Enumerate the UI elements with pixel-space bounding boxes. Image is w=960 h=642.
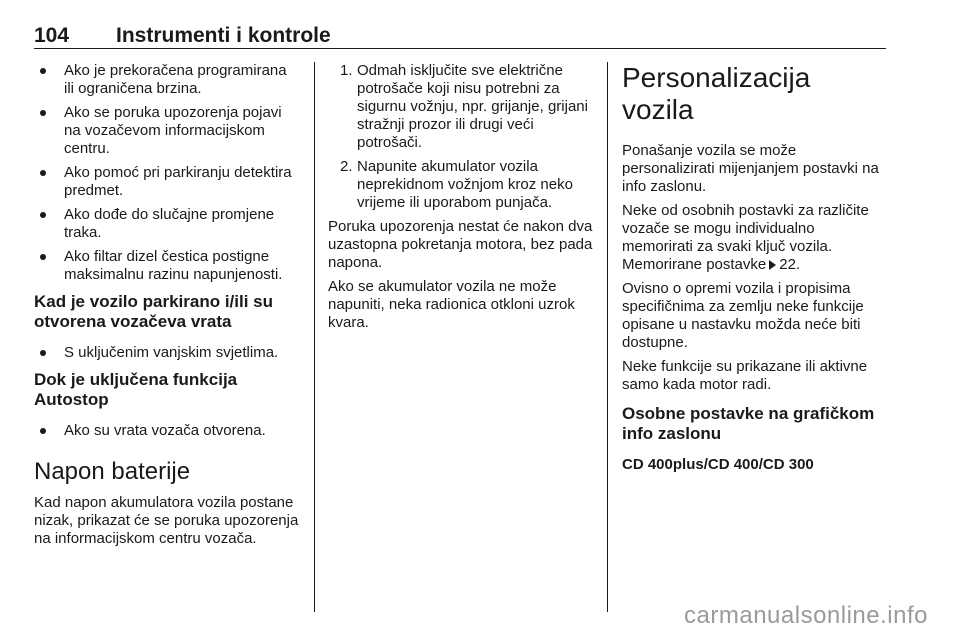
column-1 xyxy=(34,62,300,554)
heading-model-variants: CD 400plus/CD 400/CD 300 xyxy=(622,456,814,473)
list-item: Ako filtar dizel čestica postigne maksimalnu razinu napunjenosti. xyxy=(34,248,300,284)
bullet-list-autostop xyxy=(34,422,300,440)
bullet-list-warnings xyxy=(34,62,300,284)
column-divider-2 xyxy=(607,62,608,612)
page-reference-icon xyxy=(769,260,776,270)
paragraph-engine-running: Neke funkcije su prikazane ili aktivne samo kada motor radi. xyxy=(622,358,868,393)
list-item: Ako je prekoračena programirana ili ograničena brzina. xyxy=(34,62,300,98)
paragraph-warning-disappears: Poruka upozorenja nestat će nakon dva uzastopna pokretanja motora, bez pada napona. xyxy=(328,218,593,271)
bullet-icon xyxy=(40,254,46,260)
list-item: S uključenim vanjskim svjetlima. xyxy=(34,344,300,362)
bullet-icon xyxy=(40,212,46,218)
column-2 xyxy=(328,62,594,338)
paragraph-availability: Ovisno o opremi vozila i propisima specifičnima za zemlju neke funkcije opisane u nastavku možda neće biti dostupne. xyxy=(622,280,864,351)
bullet-icon xyxy=(40,350,46,356)
bullet-icon xyxy=(40,428,46,434)
heading-battery-voltage: Napon baterije xyxy=(34,458,191,485)
heading-parked: Kad je vozilo parkirano i/ili su otvorena vozačeva vrata xyxy=(34,292,274,331)
heading-graphic-info-settings: Osobne postavke na grafičkom info zaslonu xyxy=(622,404,875,443)
list-item: Ako pomoć pri parkiranju detektira predmet. xyxy=(34,164,300,200)
page-reference-link[interactable]: 22. xyxy=(779,256,801,273)
paragraph-workshop: Ako se akumulator vozila ne može napuniti, neka radionica otkloni uzrok kvara. xyxy=(328,278,575,331)
list-item: Ako su vrata vozača otvorena. xyxy=(34,422,300,440)
paragraph-personalization: Ponašanje vozila se može personalizirati mijenjanjem postavki na info zaslonu. xyxy=(622,142,879,195)
section-title: Instrumenti i kontrole xyxy=(116,24,331,47)
bullet-icon xyxy=(40,68,46,74)
chapter-heading: Personalizacija vozila xyxy=(622,62,811,125)
battery-paragraph: Kad napon akumulatora vozila postane nizak, prikazat će se poruka upozorenja na informacijskom centru vozača. xyxy=(34,494,299,547)
list-item: Ako se poruka upozorenja pojavi na vozačevom informacijskom centru. xyxy=(34,104,300,158)
heading-autostop: Dok je uključena funkcija Autostop xyxy=(34,370,238,409)
list-item: 1. Odmah isključite sve električne potrošače koji nisu potrebni za sigurnu vožnju, npr. grijanje, grijani stražnji prozor ili drugi veći potrošači. xyxy=(340,62,588,151)
steps-list xyxy=(328,62,594,212)
bullet-icon xyxy=(40,170,46,176)
watermark: carmanualsonline.info xyxy=(684,602,928,629)
list-item: 2. Napunite akumulator vozila neprekidnom vožnjom kroz neko vrijeme ili uporabom punjača. xyxy=(340,158,573,211)
column-divider-1 xyxy=(314,62,315,612)
list-item: Ako dođe do slučajne promjene traka. xyxy=(34,206,300,242)
page-header xyxy=(34,4,886,49)
bullet-list-parked xyxy=(34,344,300,362)
paragraph-memorized-settings: Neke od osobnih postavki za različite vozače se mogu individualno memorirati za svaki ključ vozila. Memorirane postavke 22. xyxy=(622,202,869,273)
column-3 xyxy=(622,62,888,484)
page-number: 104 xyxy=(34,24,70,47)
bullet-icon xyxy=(40,110,46,116)
